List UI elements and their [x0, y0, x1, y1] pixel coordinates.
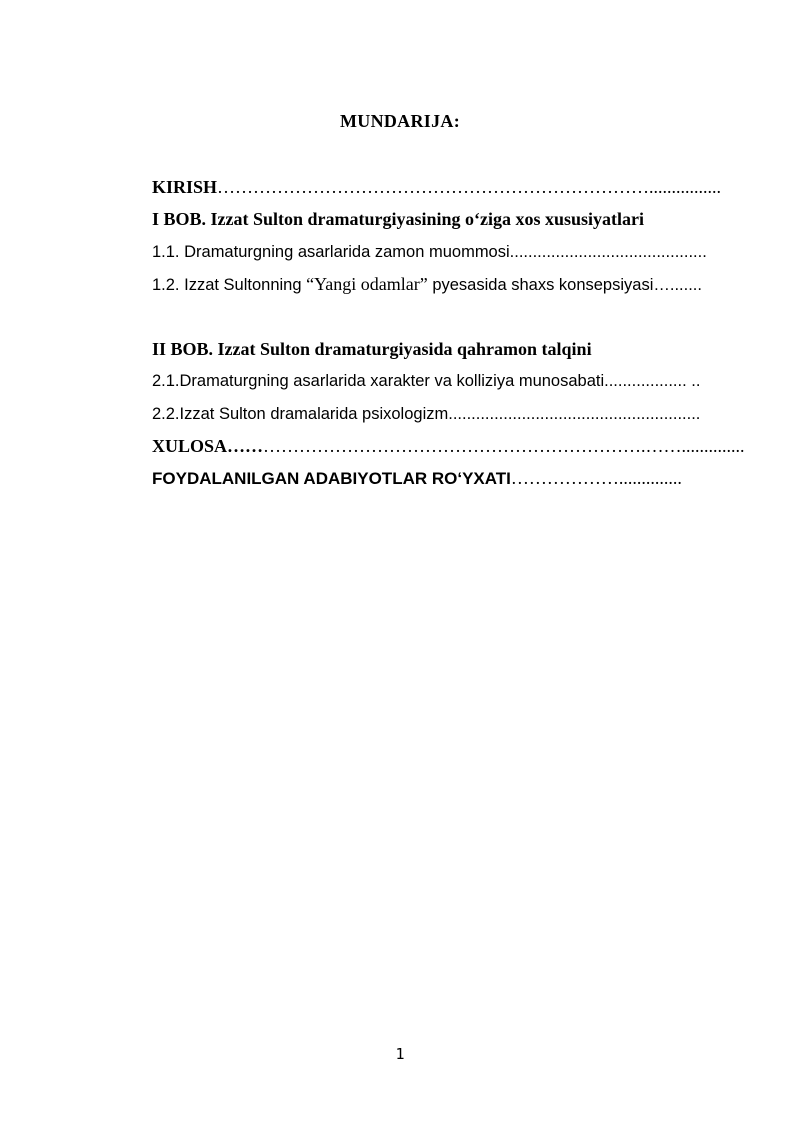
toc-dot-leader: .................. .. — [604, 372, 701, 390]
toc-dot-leader: ........................................... — [509, 243, 707, 261]
toc-chapter-1-heading — [152, 208, 644, 230]
toc-entry-bibliography — [152, 467, 682, 490]
page-title: MUNDARIJA: — [340, 111, 460, 131]
toc-entry-label: 2.2.Izzat Sulton dramalarida psixologizm — [152, 405, 449, 423]
toc-entry-label-part: pyesasida shaxs konsepsiyasi — [427, 276, 654, 294]
toc-dot-leader: ....................................................... — [448, 405, 701, 423]
toc-dot-leader: ……………….............. — [510, 468, 682, 488]
toc-section-2-1 — [152, 370, 700, 392]
toc-section-1-2 — [152, 273, 702, 296]
toc-entry-label: XULOSA…… — [152, 436, 264, 456]
toc-entry-label: 1.1. Dramaturgning asarlarida zamon muommosi — [152, 243, 510, 261]
toc-entry-label: 2.1.Dramaturgning asarlarida xarakter va kolliziya munosabati — [152, 372, 605, 390]
toc-dot-leader: ………………………………………………………………................ — [217, 177, 722, 197]
toc-section-1-1 — [152, 241, 707, 263]
page-number: 1 — [395, 1045, 405, 1063]
toc-dot-leader: ……………………………………………………….…….............. — [263, 436, 745, 456]
toc-section-2-2 — [152, 403, 700, 425]
toc-entry-introduction — [152, 176, 721, 198]
toc-entry-conclusion — [152, 435, 745, 457]
toc-entry-label: I BOB. Izzat Sulton dramaturgiyasining o‘ziga xos xususiyatlari — [152, 209, 645, 229]
toc-chapter-2-heading — [152, 338, 592, 360]
toc-entry-label-part: 1.2. Izzat Sultonning — [152, 276, 307, 294]
toc-entry-label: FOYDALANILGAN ADABIYOTLAR RO‘YXATI — [152, 469, 511, 488]
toc-entry-label: II BOB. Izzat Sulton dramaturgiyasida qahramon talqini — [152, 339, 592, 359]
toc-entry-label: KIRISH — [152, 177, 218, 197]
toc-entry-quoted-title: “Yangi odamlar” — [306, 274, 428, 294]
toc-dot-leader: …....... — [653, 276, 702, 294]
